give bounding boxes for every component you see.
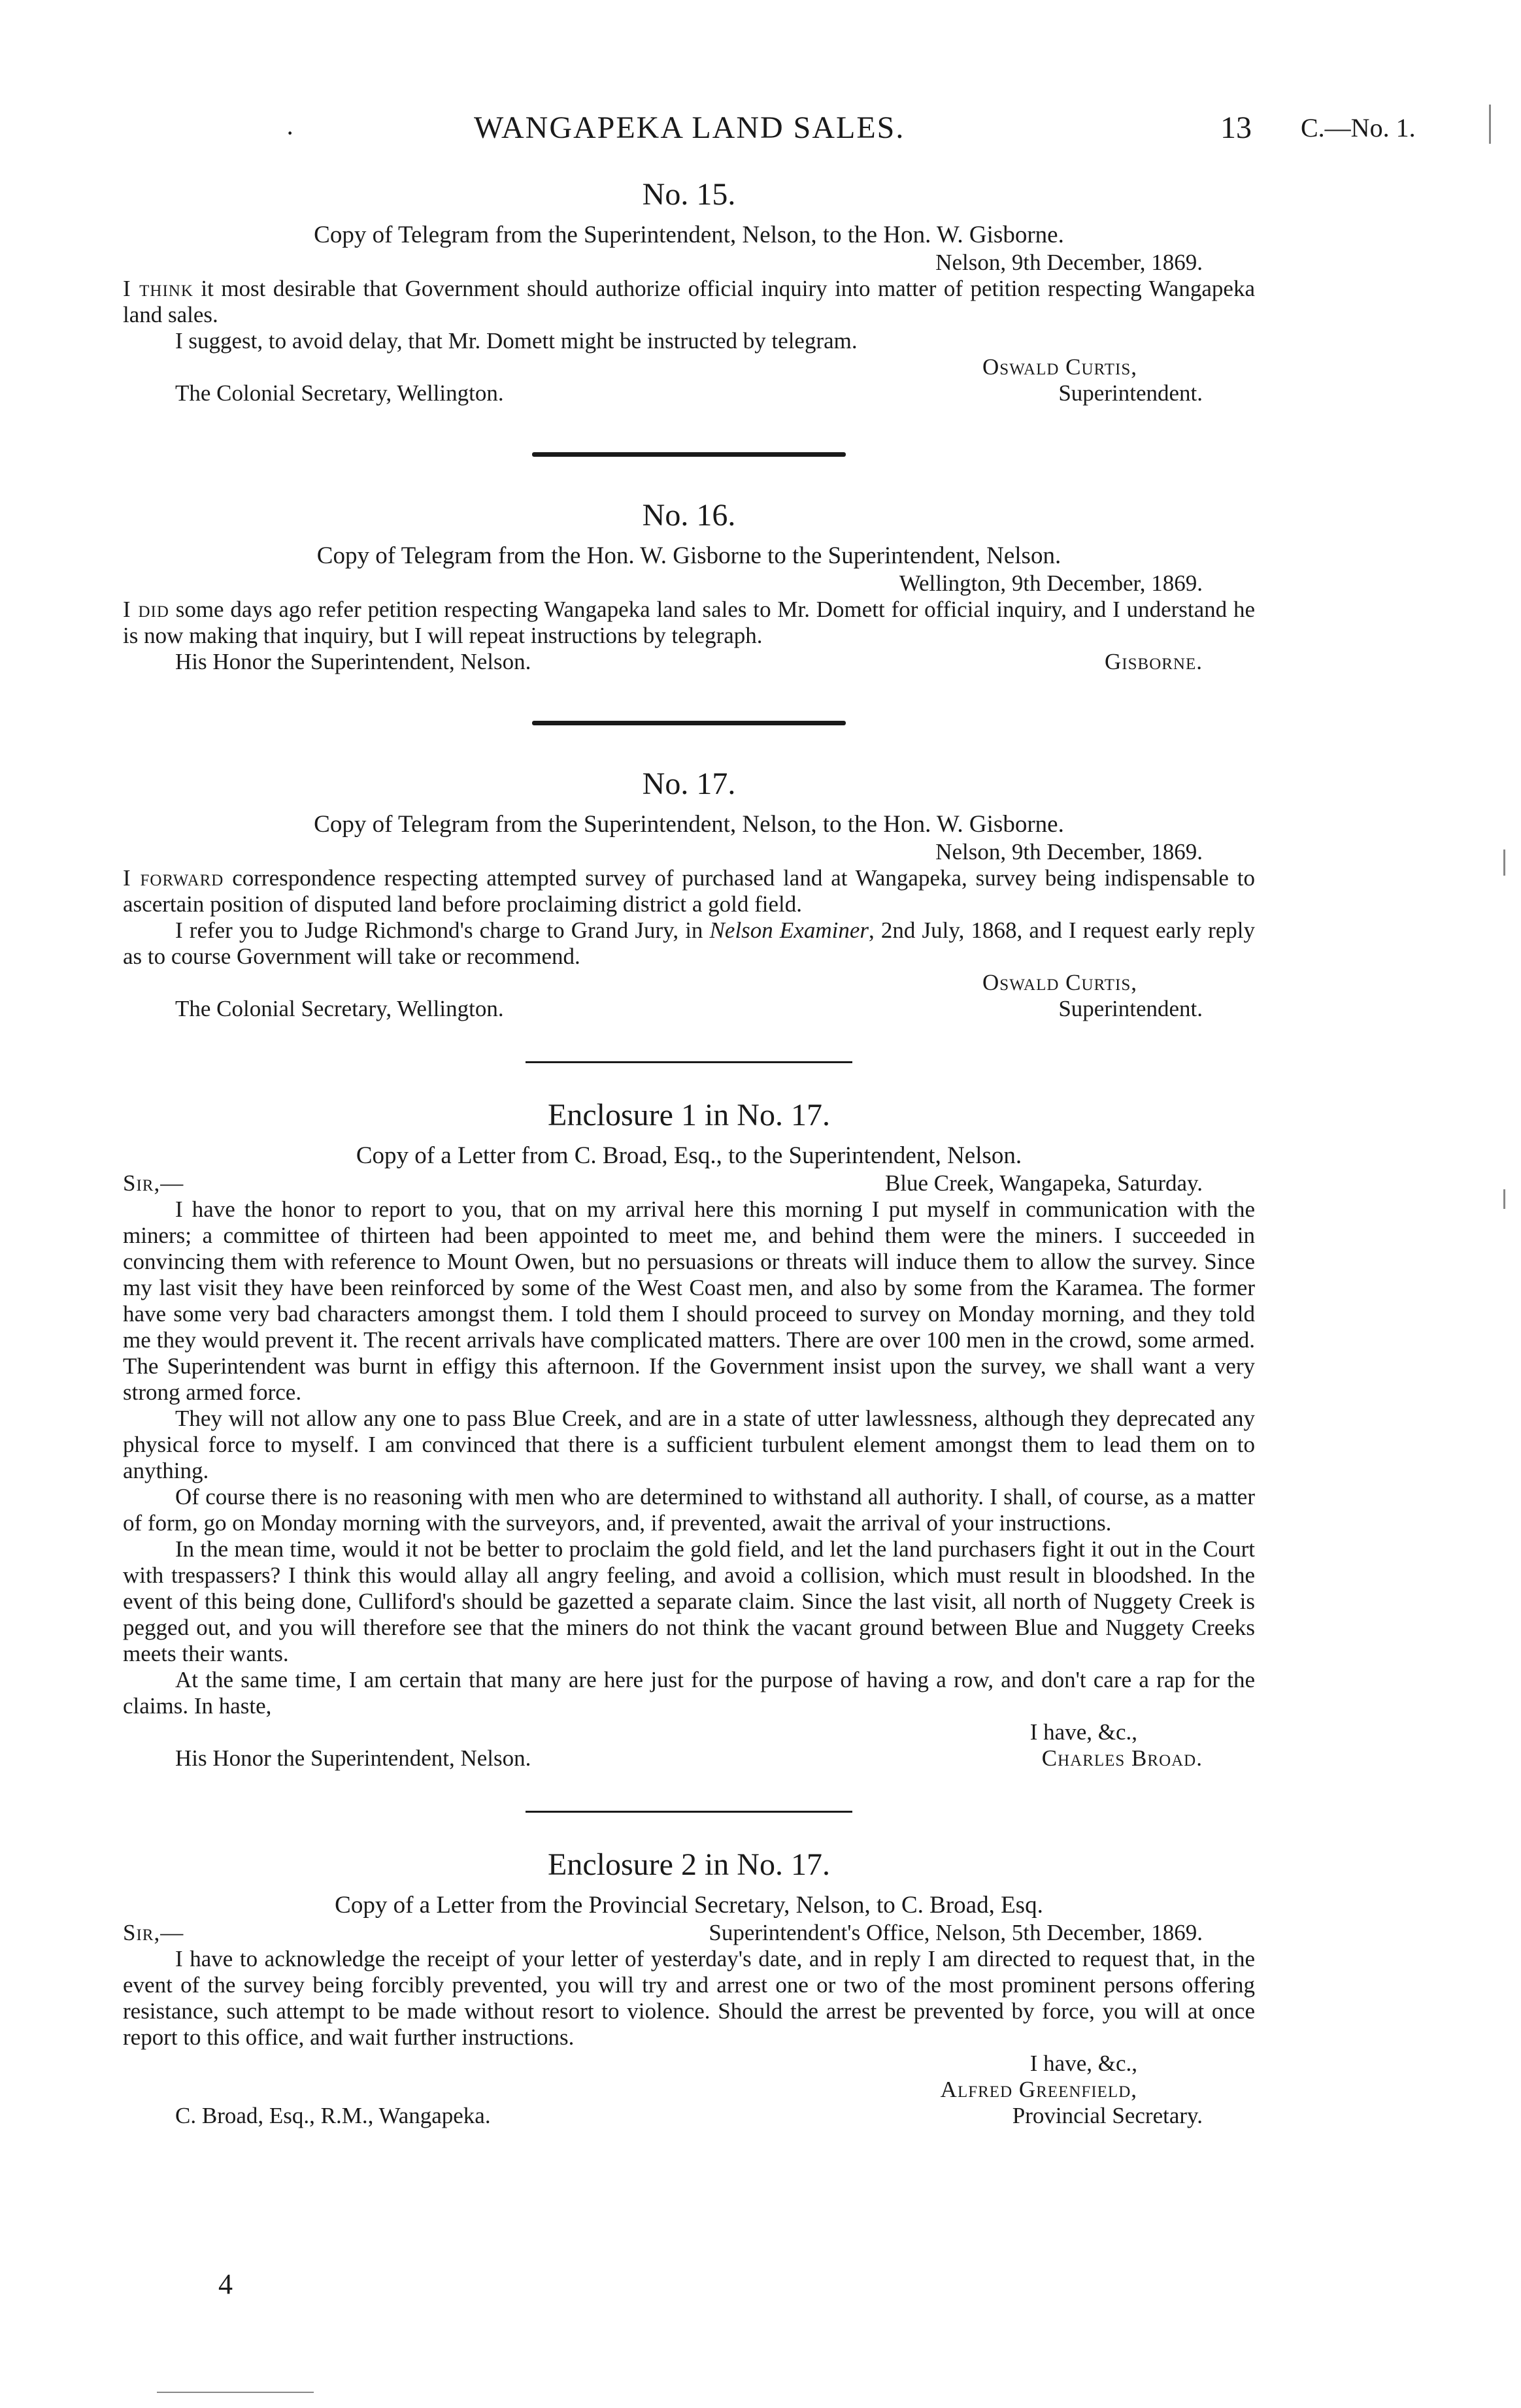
addressee: The Colonial Secretary, Wellington.	[175, 380, 504, 406]
signature-mark: 4	[218, 2268, 233, 2300]
signatory-title: Superintendent.	[1058, 380, 1203, 406]
addressee: The Colonial Secretary, Wellington.	[175, 996, 504, 1021]
signatory-name: Oswald Curtis,	[982, 970, 1137, 995]
scan-edge-mark	[157, 2392, 314, 2393]
signature-row	[123, 649, 1255, 675]
paragraph: I have to acknowledge the receipt of your letter of yesterday's date, and in reply I am directed to request that, in the event of the survey being forcibly prevented, you will try and arrest one or two of the most prominent persons offering resistance, such attempt to be made without resort to violence. Should the arrest be prevented by force, you will at once report to this office, and wait further instructions.	[123, 1946, 1255, 2050]
letter-location: Superintendent's Office, Nelson, 5th December, 1869.	[709, 1920, 1203, 1945]
paragraph: At the same time, I am certain that many are here just for the purpose of having a row, and don't care a rap for the claims. In haste,	[123, 1667, 1255, 1719]
paragraph: They will not allow any one to pass Blue Creek, and are in a state of utter lawlessness, although they deprecated any physical force to myself. I am convinced that there is a sufficient turbulent element amongst them to lead them on to anything.	[123, 1406, 1255, 1483]
page-number: 13	[1220, 110, 1252, 145]
paragraph-text: it most desirable that Government should authorize official inquiry into matter of petition respecting Wangapeka land sales.	[123, 276, 1255, 327]
section-divider	[532, 721, 846, 725]
paragraph-text: some days ago refer petition respecting Wangapeka land sales to Mr. Domett for official inquiry, and I understand he is now making that inquiry, but I will repeat instructions by telegraph.	[123, 597, 1255, 648]
paper-reference: C.—No. 1.	[1301, 113, 1416, 142]
printer-mark: ·	[286, 118, 295, 148]
signature-row	[123, 2103, 1255, 2129]
section-no-17	[123, 765, 1255, 1022]
section-title: No. 15.	[642, 177, 736, 212]
salutation-row	[123, 1170, 1255, 1196]
signatory-name: Gisborne.	[1105, 649, 1203, 674]
signatory-title: Superintendent.	[1058, 996, 1203, 1021]
dateline: Nelson, 9th December, 1869.	[935, 250, 1203, 275]
section-divider	[526, 1061, 852, 1063]
section-divider	[526, 1811, 852, 1813]
section-no-16	[123, 496, 1255, 675]
lead-words: I forward	[123, 865, 224, 891]
closing: I have, &c.,	[1029, 1719, 1137, 1745]
dateline: Nelson, 9th December, 1869.	[935, 839, 1203, 865]
section-subtitle: Copy of Telegram from the Hon. W. Gisborne to the Superintendent, Nelson.	[316, 542, 1061, 569]
addressee: C. Broad, Esq., R.M., Wangapeka.	[175, 2103, 491, 2128]
salutation: Sir,—	[123, 1170, 184, 1196]
publication-title: Nelson Examiner	[709, 917, 869, 943]
paragraph-text: I refer you to Judge Richmond's charge to Grand Jury, in	[175, 917, 710, 943]
section-enclosure-2	[123, 1845, 1255, 2129]
paragraph	[123, 917, 1255, 970]
running-title: WANGAPEKA LAND SALES.	[474, 110, 905, 145]
section-subtitle: Copy of Telegram from the Superintendent, Nelson, to the Hon. W. Gisborne.	[314, 811, 1064, 838]
paragraph-text: , 2nd July, 1868, and I request early reply as to course Government will take or recommend.	[123, 917, 1255, 969]
page-header	[0, 110, 1521, 156]
content-column	[123, 175, 1255, 2129]
signatory-name: Oswald Curtis,	[982, 354, 1137, 380]
salutation-row	[123, 1920, 1255, 1946]
section-no-15	[123, 175, 1255, 406]
paragraph: I suggest, to avoid delay, that Mr. Domett might be instructed by telegram.	[175, 328, 858, 354]
signatory-title: Provincial Secretary.	[1012, 2103, 1203, 2128]
paragraph	[123, 865, 1255, 917]
letter-location: Blue Creek, Wangapeka, Saturday.	[884, 1170, 1203, 1196]
scan-edge-mark	[1503, 849, 1505, 876]
signatory-name: Alfred Greenfield,	[940, 2077, 1137, 2102]
signature-row	[123, 380, 1255, 406]
salutation: Sir,—	[123, 1920, 184, 1945]
scan-edge-mark	[1503, 1189, 1505, 1209]
paragraph-text: correspondence respecting attempted survey of purchased land at Wangapeka, survey being indispensable to ascertain position of disputed land before proclaiming district a gold field.	[123, 865, 1255, 917]
section-title: Enclosure 1 in No. 17.	[548, 1098, 830, 1132]
section-enclosure-1	[123, 1096, 1255, 1772]
closing: I have, &c.,	[1029, 2051, 1137, 2076]
paragraph	[123, 597, 1255, 649]
paragraph: In the mean time, would it not be better to proclaim the gold field, and let the land purchasers fight it out in the Court with trespassers? I think this would allay all angry feeling, and avoid a collision, which must result in bloodshed. In the event of this being done, Culliford's should be gazetted a separate claim. Since the last visit, all north of Nuggety Creek is pegged out, and you will therefore see that the miners do not think the vacant ground between Blue and Nuggety Creeks meets their wants.	[123, 1536, 1255, 1666]
scan-edge-mark	[1489, 105, 1491, 144]
paragraph: I have the honor to report to you, that on my arrival here this morning I put myself in communication with the miners; a committee of thirteen had been appointed to meet me, and behind them were the miners. I succeeded in convincing them with reference to Mount Owen, but no persuasions or threats will induce them to allow the survey. Since my last visit they have been reinforced by some of the West Coast men, and also by some from the Karamea. The former have some very bad characters amongst them. I told them I should proceed to survey on Monday morning, and they told me they would prevent it. The recent arrivals have complicated matters. There are over 100 men in the crowd, some armed. The Superintendent was burnt in effigy this afternoon. If the Government insist upon the survey, we shall want a very strong armed force.	[123, 1196, 1255, 1405]
section-title: Enclosure 2 in No. 17.	[548, 1847, 830, 1882]
addressee: His Honor the Superintendent, Nelson.	[175, 649, 531, 674]
signature-row	[123, 1745, 1255, 1772]
paragraph: Of course there is no reasoning with men who are determined to withstand all authority. I shall, of course, as a matter of form, go on Monday morning with the surveyors, and, if prevented, await the arrival of your instructions.	[123, 1484, 1255, 1536]
lead-words: I think	[123, 276, 193, 301]
section-subtitle: Copy of Telegram from the Superintendent, Nelson, to the Hon. W. Gisborne.	[314, 222, 1064, 248]
section-divider	[532, 452, 846, 457]
section-title: No. 16.	[642, 498, 736, 533]
signature-row	[123, 996, 1255, 1022]
lead-words: I did	[123, 597, 169, 622]
addressee: His Honor the Superintendent, Nelson.	[175, 1745, 531, 1771]
dateline: Wellington, 9th December, 1869.	[899, 570, 1203, 596]
paragraph	[123, 276, 1255, 328]
section-title: No. 17.	[642, 767, 736, 801]
section-subtitle: Copy of a Letter from C. Broad, Esq., to the Superintendent, Nelson.	[356, 1142, 1022, 1169]
signatory-name: Charles Broad.	[1041, 1745, 1203, 1771]
section-subtitle: Copy of a Letter from the Provincial Secretary, Nelson, to C. Broad, Esq.	[335, 1892, 1043, 1919]
